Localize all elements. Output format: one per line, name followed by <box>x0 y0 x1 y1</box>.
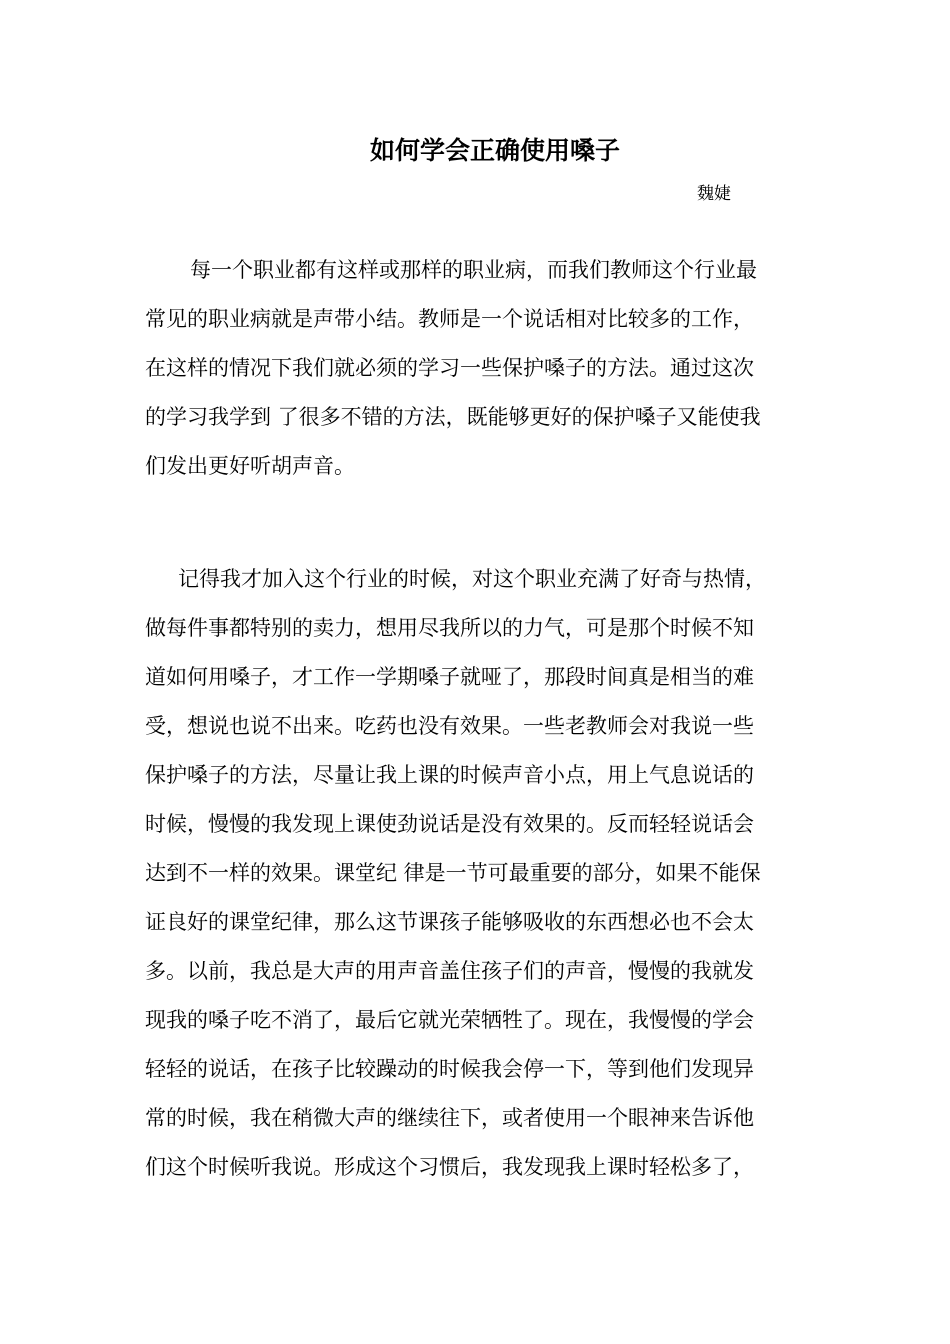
paragraph-1 <box>145 246 810 491</box>
paragraph-line: 做每件事都特别的卖力，想用尽我所以的力气，可是那个时候不知 <box>145 616 754 640</box>
paragraph-line: 多。以前，我总是大声的用声音盖住孩子们的声音，慢慢的我就发 <box>145 959 754 983</box>
page-title: 如何学会正确使用嗓子 <box>369 136 620 165</box>
paragraph-line: 的学习我学到 了很多不错的方法，既能够更好的保护嗓子又能使我 <box>145 405 761 429</box>
author-name: 魏婕 <box>697 184 731 204</box>
paragraph-line: 时候，慢慢的我发现上课使劲说话是没有效果的。反而轻轻说话会 <box>145 812 754 836</box>
paragraph-line: 保护嗓子的方法，尽量让我上课的时候声音小点，用上气息说话的 <box>145 763 754 787</box>
paragraph-line: 轻轻的说话，在孩子比较躁动的时候我会停一下，等到他们发现异 <box>145 1057 754 1081</box>
paragraph-line: 们发出更好听胡声音。 <box>145 454 355 478</box>
paragraph-line: 在这样的情况下我们就必须的学习一些保护嗓子的方法。通过这次 <box>145 356 754 380</box>
paragraph-line: 每一个职业都有这样或那样的职业病，而我们教师这个行业最 <box>190 258 757 282</box>
paragraph-line: 证良好的课堂纪律，那么这节课孩子能够吸收的东西想必也不会太 <box>145 910 754 934</box>
paragraph-line: 现我的嗓子吃不消了，最后它就光荣牺牲了。现在，我慢慢的学会 <box>145 1008 754 1032</box>
paragraph-2 <box>145 555 810 1192</box>
paragraph-line: 记得我才加入这个行业的时候，对这个职业充满了好奇与热情， <box>178 567 766 591</box>
paragraph-line: 们这个时候听我说。形成这个习惯后，我发现我上课时轻松多了， <box>145 1155 754 1179</box>
paragraph-line: 常的时候，我在稍微大声的继续往下，或者使用一个眼神来告诉他 <box>145 1106 754 1130</box>
paragraph-line: 道如何用嗓子，才工作一学期嗓子就哑了，那段时间真是相当的难 <box>145 665 754 689</box>
paragraph-line: 达到不一样的效果。课堂纪 律是一节可最重要的部分，如果不能保 <box>145 861 761 885</box>
paragraph-line: 常见的职业病就是声带小结。教师是一个说话相对比较多的工作， <box>145 307 754 331</box>
paragraph-line: 受，想说也说不出来。吃药也没有效果。一些老教师会对我说一些 <box>145 714 754 738</box>
